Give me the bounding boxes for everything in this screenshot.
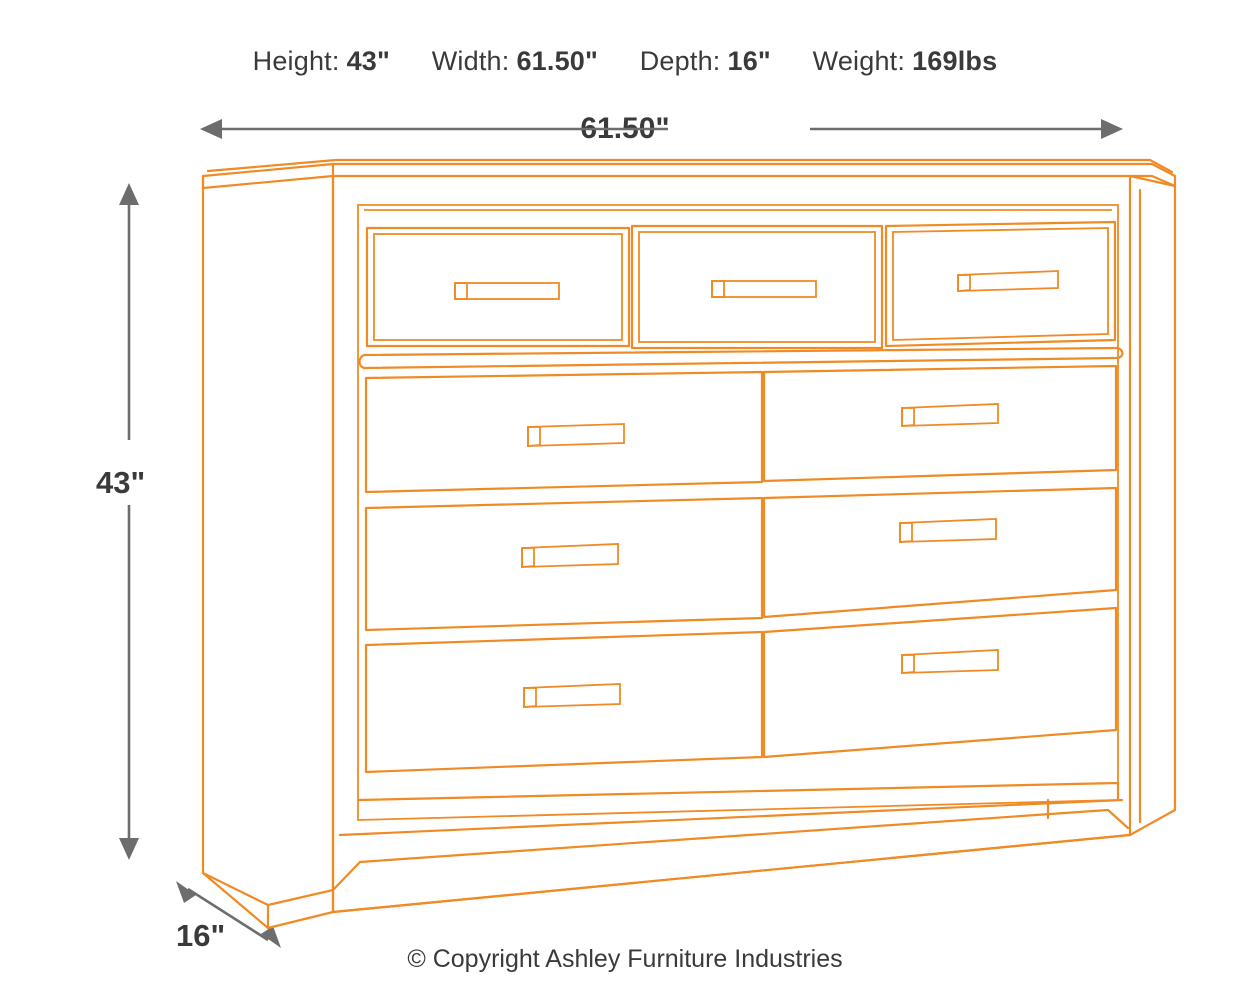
drawer-left-2: [366, 498, 762, 630]
drawer-right-3: [764, 608, 1116, 757]
dresser-case: [203, 160, 1175, 928]
width-dimension-label: 61.50": [580, 112, 670, 145]
drawer-right-1: [764, 366, 1116, 481]
drawer-top-right: [886, 222, 1115, 346]
drawer-row-middle-lower: [366, 488, 1116, 630]
depth-dimension-label: 16": [176, 918, 226, 953]
depth-dimension-arrow: [176, 881, 281, 948]
spec-height-value: 43": [346, 46, 391, 76]
drawer-left-3: [366, 632, 762, 772]
drawer-row-top: [360, 222, 1123, 368]
drawer-top-center: [632, 226, 882, 348]
drawer-row-middle-upper: [366, 366, 1116, 492]
height-dimension-arrow: [119, 183, 139, 860]
spec-width-value: 61.50": [516, 46, 599, 76]
drawer-top-left: [367, 228, 629, 346]
spec-weight-label: Weight:: [812, 46, 906, 76]
spec-depth-label: Depth:: [639, 46, 721, 76]
drawer-left-1: [366, 372, 762, 492]
spec-depth-value: 16": [727, 46, 771, 76]
spec-height-label: Height:: [252, 46, 340, 76]
spec-width-label: Width:: [431, 46, 510, 76]
drawer-row-bottom: [366, 608, 1116, 772]
height-dimension-label: 43": [96, 465, 146, 500]
spec-weight-value: 169lbs: [912, 46, 998, 76]
drawer-right-2: [764, 488, 1116, 617]
width-dimension-arrow: [200, 119, 1123, 139]
copyright-text: © Copyright Ashley Furniture Industries: [407, 945, 843, 973]
